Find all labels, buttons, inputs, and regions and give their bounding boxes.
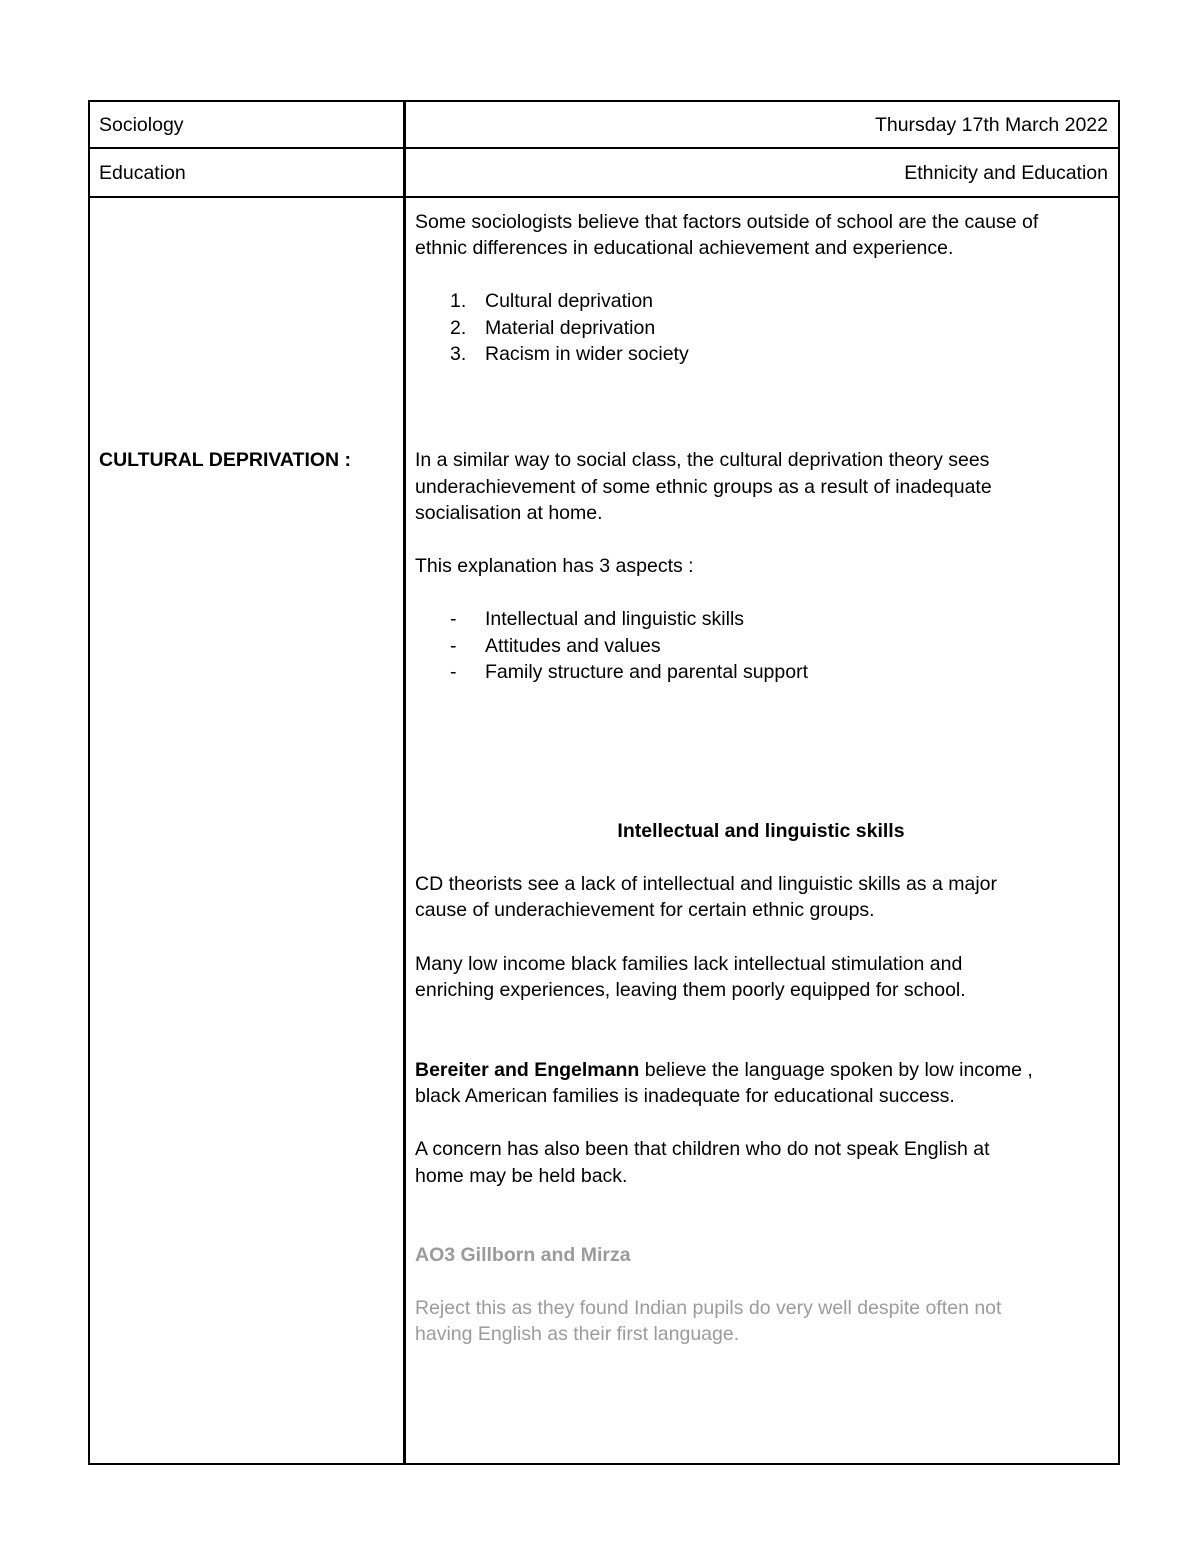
section-label-cultural-deprivation: CULTURAL DEPRIVATION : — [99, 449, 352, 471]
author-name: Bereiter and Engelmann — [415, 1059, 640, 1081]
list-item: Attitudes and values — [485, 635, 661, 657]
list-number: 3. — [450, 343, 467, 365]
aspects-intro: This explanation has 3 aspects : — [415, 555, 694, 577]
date-label: Thursday 17th March 2022 — [874, 114, 1108, 136]
row-divider-1 — [88, 147, 1120, 149]
list-number: 1. — [450, 290, 467, 312]
subtopic-label: Ethnicity and Education — [904, 162, 1108, 184]
paragraph-line: cause of underachievement for certain ethnic groups. — [415, 899, 875, 921]
paragraph-line — [415, 1057, 1033, 1084]
cd-paragraph-line-2: underachievement of some ethnic groups as a result of inadequate — [415, 476, 992, 498]
paragraph-text: believe the language spoken by low income , — [639, 1059, 1033, 1081]
section-heading: Intellectual and linguistic skills — [617, 820, 905, 842]
list-item: Material deprivation — [485, 317, 656, 339]
paragraph-line: enriching experiences, leaving them poorly equipped for school. — [415, 979, 966, 1001]
bullet-marker: - — [450, 635, 457, 657]
bullet-marker: - — [450, 608, 457, 630]
list-item: Racism in wider society — [485, 343, 689, 365]
ao3-heading: AO3 Gillborn and Mirza — [415, 1244, 631, 1266]
list-item: Family structure and parental support — [485, 661, 808, 683]
list-item: Intellectual and linguistic skills — [485, 608, 745, 630]
topic-label: Education — [99, 162, 186, 184]
paragraph-line: black American families is inadequate for educational success. — [415, 1085, 955, 1107]
intro-line-1: Some sociologists believe that factors outside of school are the cause of — [415, 211, 1039, 233]
subject-label: Sociology — [99, 114, 184, 136]
paragraph-line: Many low income black families lack intellectual stimulation and — [415, 953, 963, 975]
paragraph-line: CD theorists see a lack of intellectual and linguistic skills as a major — [415, 873, 998, 895]
paragraph-line: home may be held back. — [415, 1165, 628, 1187]
bullet-marker: - — [450, 661, 457, 683]
row-divider-2 — [88, 196, 1120, 198]
list-number: 2. — [450, 317, 467, 339]
intro-line-2: ethnic differences in educational achievement and experience. — [415, 237, 954, 259]
ao3-line-1: Reject this as they found Indian pupils do very well despite often not — [415, 1297, 1002, 1319]
ao3-line-2: having English as their first language. — [415, 1323, 740, 1345]
cd-paragraph-line-3: socialisation at home. — [415, 502, 603, 524]
column-divider — [403, 100, 406, 1465]
list-item: Cultural deprivation — [485, 290, 654, 312]
paragraph-line: A concern has also been that children who do not speak English at — [415, 1138, 990, 1160]
cd-paragraph-line-1: In a similar way to social class, the cultural deprivation theory sees — [415, 449, 990, 471]
